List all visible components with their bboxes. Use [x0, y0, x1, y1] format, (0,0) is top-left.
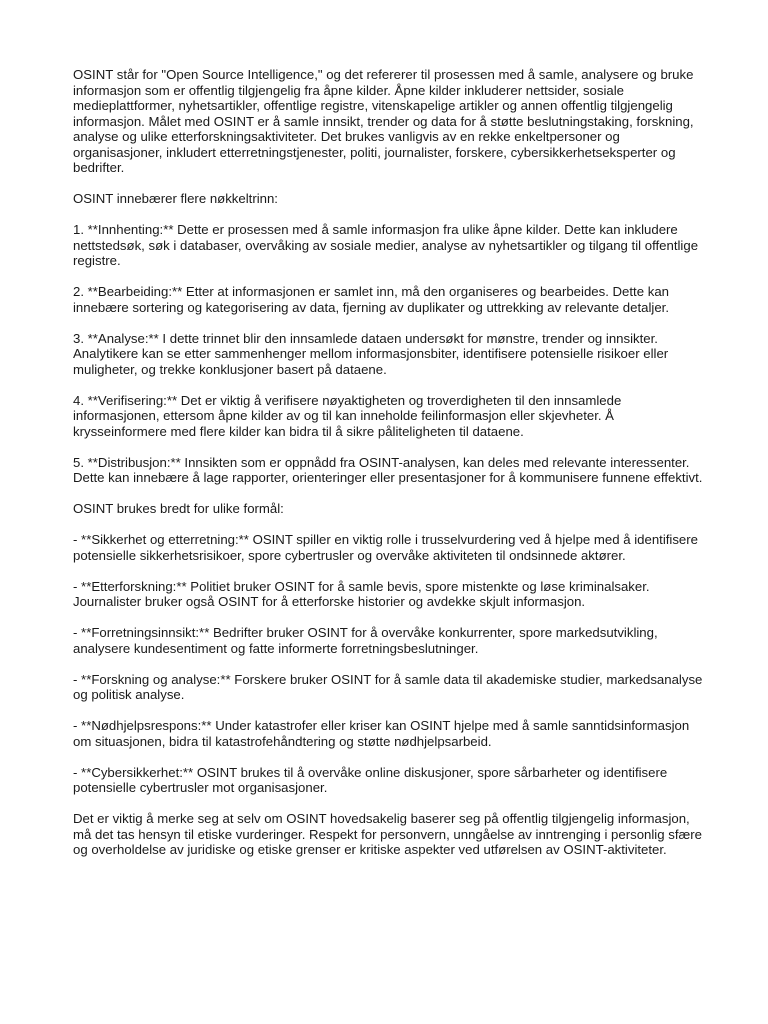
intro-paragraph: OSINT står for "Open Source Intelligence," og det refererer til prosessen med å samle, analysere og bruke informasjon som er offentlig tilgjengelig fra åpne kilder. Åpne kilder inkluderer nettsider, sosiale medieplattformer, nyhetsartikler, offentlige registre, vitenskapelige artikler og annen offentlig tilgjengelig informasjon. Målet med OSINT er å samle innsikt, trender og data for å støtte beslutningstaking, forskning, analyse og ulike etterforskningsaktiviteter. Det brukes vanligvis av en rekke enkeltpersoner og organisasjoner, inkludert etterretningstjenester, politi, journalister, forskere, cybersikkerhetseksperter og bedrifter. [73, 67, 694, 175]
use-research-paragraph: - **Forskning og analyse:** Forskere bruker OSINT for å samle data til akademiske studier, markedsanalyse og politisk analyse. [73, 671, 703, 702]
use-business-paragraph: - **Forretningsinnsikt:** Bedrifter bruker OSINT for å overvåke konkurrenter, spore markedsutvikling, analysere kundesentiment og fatte informerte forretningsbeslutninger. [73, 625, 658, 656]
step-2-paragraph: 2. **Bearbeiding:** Etter at informasjonen er samlet inn, må den organiseres og bearbeides. Dette kan innebære sortering og kategorisering av data, fjerning av duplikater og uttrekking av relevante detaljer. [73, 284, 669, 315]
uses-intro-paragraph: OSINT brukes bredt for ulike formål: [73, 501, 284, 516]
use-security-paragraph: - **Sikkerhet og etterretning:** OSINT spiller en viktig rolle i trusselvurdering ved å hjelpe med å identifisere potensielle sikkerhetsrisikoer, spore cybertrusler og overvåke aktiviteten til ondsinnede aktører. [73, 532, 698, 563]
steps-intro-paragraph: OSINT innebærer flere nøkkeltrinn: [73, 191, 278, 206]
step-5-paragraph: 5. **Distribusjon:** Innsikten som er oppnådd fra OSINT-analysen, kan deles med relevante interessenter. Dette kan innebære å lage rapporter, orienteringer eller presentasjoner for å kommunisere funnene effektivt. [73, 454, 703, 485]
step-3-paragraph: 3. **Analyse:** I dette trinnet blir den innsamlede dataen undersøkt for mønstre, trender og innsikter. Analytikere kan se etter sammenhenger mellom informasjonsbiter, identifisere potensielle risikoer eller muligheter, og trekke konklusjoner basert på dataene. [73, 330, 669, 377]
use-emergency-paragraph: - **Nødhjelpsrespons:** Under katastrofer eller kriser kan OSINT hjelpe med å samle sanntidsinformasjon om situasjonen, bidra til katastrofehåndtering og støtte nødhjelpsarbeid. [73, 718, 690, 749]
step-1-paragraph: 1. **Innhenting:** Dette er prosessen med å samle informasjon fra ulike åpne kilder. Dette kan inkludere nettstedsøk, søk i databaser, overvåking av sosiale medier, analyse av nyhetsartikler og tilgang til offentlige registre. [73, 222, 699, 268]
document-body [73, 67, 703, 873]
use-cybersecurity-paragraph: - **Cybersikkerhet:** OSINT brukes til å overvåke online diskusjoner, spore sårbarheter og identifisere potensielle cybertrusler mot organisasjoner. [73, 764, 668, 795]
step-4-paragraph: 4. **Verifisering:** Det er viktig å verifisere nøyaktigheten og troverdigheten til den innsamlede informasjonen, ettersom åpne kilder av og til kan inneholde feilinformasjon eller skjevheter. Å krysseinformere med flere kilder kan bidra til å sikre påliteligheten til dataene. [73, 392, 622, 439]
use-investigation-paragraph: - **Etterforskning:** Politiet bruker OSINT for å samle bevis, spore mistenkte og løse kriminalsaker. Journalister bruker også OSINT for å etterforske historier og avdekke skjult informasjon. [73, 578, 650, 609]
conclusion-paragraph: Det er viktig å merke seg at selv om OSINT hovedsakelig baserer seg på offentlig tilgjengelig informasjon, må det tas hensyn til etiske vurderinger. Respekt for personvern, unngåelse av inntrenging i personlig sfære og overholdelse av juridiske og etiske grenser er kritiske aspekter ved utførelsen av OSINT-aktiviteter. [73, 811, 702, 857]
